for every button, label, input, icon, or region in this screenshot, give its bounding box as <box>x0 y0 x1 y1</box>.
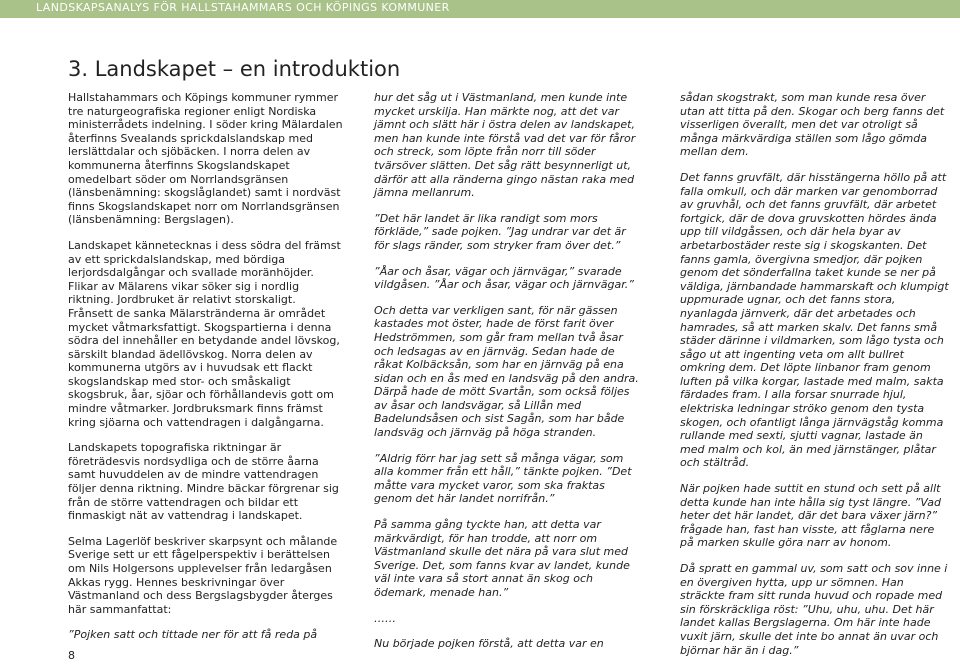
paragraph: Selma Lagerlöf beskriver skarpsynt och målande Sverige sett ur ett fågelperspektiv i berättelsen om Nils Holgersons upplevelser från ledargåsen Akkas rygg. Hennes beskrivningar över Västmanland och dess Bergslagsbygder återges här sammanfattat: <box>68 534 338 616</box>
paragraph: Landskapets topografiska riktningar är företrädesvis nordsydliga och de större åarna samt huvuddelen av de mindre vattendragen följer denna riktning. Mindre bäckar förgrenar sig från de större vattendragen och bildar ett finmaskigt nät av vattendrag i landskapet. <box>68 441 339 523</box>
chapter-title: 3. Landskapet – en introduktion <box>68 57 401 81</box>
quote-paragraph: Och detta var verkligen sant, för när gässen kastades mot öster, hade de först farit över Hedströmmen, som går fram mellan två åsar och ledsagas av en järnväg. Sedan hade de råkat Kolbäcksån, som har en järnväg på ena sidan och en ås med en landsväg på den andra. Därpå hade de mött Svartån, som också följes av åsar och landsvägar, så Lillån med Badelundsåsen och sist Sagån, som har både landsväg och järnväg på höga stranden. <box>374 303 639 440</box>
header-bar <box>0 0 960 18</box>
paragraph: Hallstahammars och Köpings kommuner rymmer tre naturgeografiska regioner enligt Nordiska ministerrådets indelning. I söder kring Mälardalen återfinns Svealands sprickdalslandskap med lerslättdalar och sjöbäcken. I norra delen av kommunerna återfinns Skogslandskapet omedelbart söder om Norrlandsgränsen (länsbenämning: skogslåglandet) samt i nordväst finns Skogslandskapet norr om Norrlandsgränsen (länsbenämning: Bergslagen). <box>68 91 343 227</box>
page-number: 8 <box>68 649 75 662</box>
paragraph: Landskapet kännetecknas i dess södra del främst av ett sprickdalslandskap, med bördiga lerjordsdalgångar och svallade moränhöjder. Flikar av Mälarens vikar söker sig i nordlig riktning. Jordbruket är relativt storskaligt. Frånsett de sanka Mälarstränderna är området mycket våtmarksfattigt. Skogspartierna i denna södra del innehåller en betydande andel lövskog, särskilt blandad ädellövskog. Norra delen av kommunerna utgörs av i huvudsak ett flackt skogslandskap med stor- och småskaligt skogsbruk, åar, sjöar och förhållandevis gott om mindre våtmarker. Jordbruksmark finns främst kring sjöarna och vattendragen i dalgångarna. <box>68 238 341 429</box>
text-column-left <box>68 91 344 654</box>
quote-paragraph: Det fanns gruvfält, där hisstängerna höllo på att falla omkull, och där marken var genomborrad av gruvhål, och det fanns gruvfält, där arbetet fortgick, där de dova gruvskotten hördes ända upp till vildgåssen, och där hela byar av arbetarbostäder reste sig i skogskanten. Det fanns gamla, övergivna smedjor, där pojken genom det sönderfallna taket kunde se ner på väldiga, järnbandade hammarskaft och klumpigt uppmurade ugnar, och det fanns stora, nyanlagda järnverk, där det arbetades och hamrades, så att marken skalv. Det fanns små städer därinne i vildmarken, som lågo tysta och sågo ut att ingenting veta om allt bullret omkring dem. Det löpte linbanor fram genom luften på vilka korgar, lastade med malm, sakta färdades fram. I alla forsar snurrade hjul, elektriska ledningar ströko genom den tysta skogen, och ofantligt långa järnvägståg komma rullande med sexti, sjutti vagnar, lastade än med malm och kol, än med järnstänger, plåtar och stältråd. <box>680 170 949 470</box>
quote-paragraph: När pojken hade suttit en stund och sett på allt detta kunde han inte hålla sig tyst längre. ”Vad heter det här landet, där det bara växer järn?” frågade han, fast han visste, att fåglarna nere på marken skulle göra narr av honom. <box>680 482 941 550</box>
quote-paragraph: hur det såg ut i Västmanland, men kunde inte mycket urskilja. Han märkte nog, att det var jämnt och slätt här i östra delen av landskapet, men han kunde inte förstå vad det var för fåror och streck, som löpte från norr till söder tvärsöver slätten. Det såg rätt besynnerligt ut, därför att alla ränderna gingo nästan raka med jämna mellanrum. <box>374 91 636 200</box>
quote-paragraph: ”Aldrig förr har jag sett så många vägar, som alla kommer från ett håll,” tänkte pojken. ”Det måtte vara mycket varor, som ska fraktas genom det här landet norrifrån.” <box>374 451 632 506</box>
ellipsis: …… <box>374 611 396 625</box>
quote-paragraph: Nu började pojken förstå, att detta var en <box>374 637 604 651</box>
quote-paragraph: ”Åar och åsar, vägar och järnvägar,” svarade vildgåsen. ”Åar och åsar, vägar och järnvägar.” <box>374 264 634 292</box>
quote-paragraph: På samma gång tyckte han, att detta var märkvärdigt, för han trodde, att norr om Västmanland skulle det nära på vara slut med Sverige. Det, som fanns kvar av landet, kunde väl inte vara så stort annat än skog och ödemark, menade han.” <box>374 518 630 599</box>
text-column-right <box>680 91 950 669</box>
text-column-middle <box>374 91 642 663</box>
quote-paragraph: ”Pojken satt och tittade ner för att få reda på <box>68 628 318 642</box>
quote-paragraph: Då spratt en gammal uv, som satt och sov inne i en övergiven hytta, upp ur sömnen. Han sträckte fram sitt runda huvud och ropade med sin förskräckliga röst: ”Uhu, uhu, uhu. Det här landet kallas Bergslagerna. Om här inte hade vuxit järn, skulle det inte bo annat än uvar och björnar här än i dag.” <box>680 562 948 657</box>
quote-paragraph: ”Det här landet är lika randigt som mors förkläde,” sade pojken. ”Jag undrar var det är för slags ränder, som stryker fram över det.” <box>374 211 626 252</box>
quote-paragraph: sådan skogstrakt, som man kunde resa över utan att titta på den. Skogar och berg fanns det visserligen överallt, men det var otroligt så många märkvärdiga ställen som lågo gömda mellan dem. <box>680 91 945 159</box>
running-header: LANDSKAPSANALYS FÖR HALLSTAHAMMARS OCH KÖPINGS KOMMUNER <box>36 1 450 14</box>
